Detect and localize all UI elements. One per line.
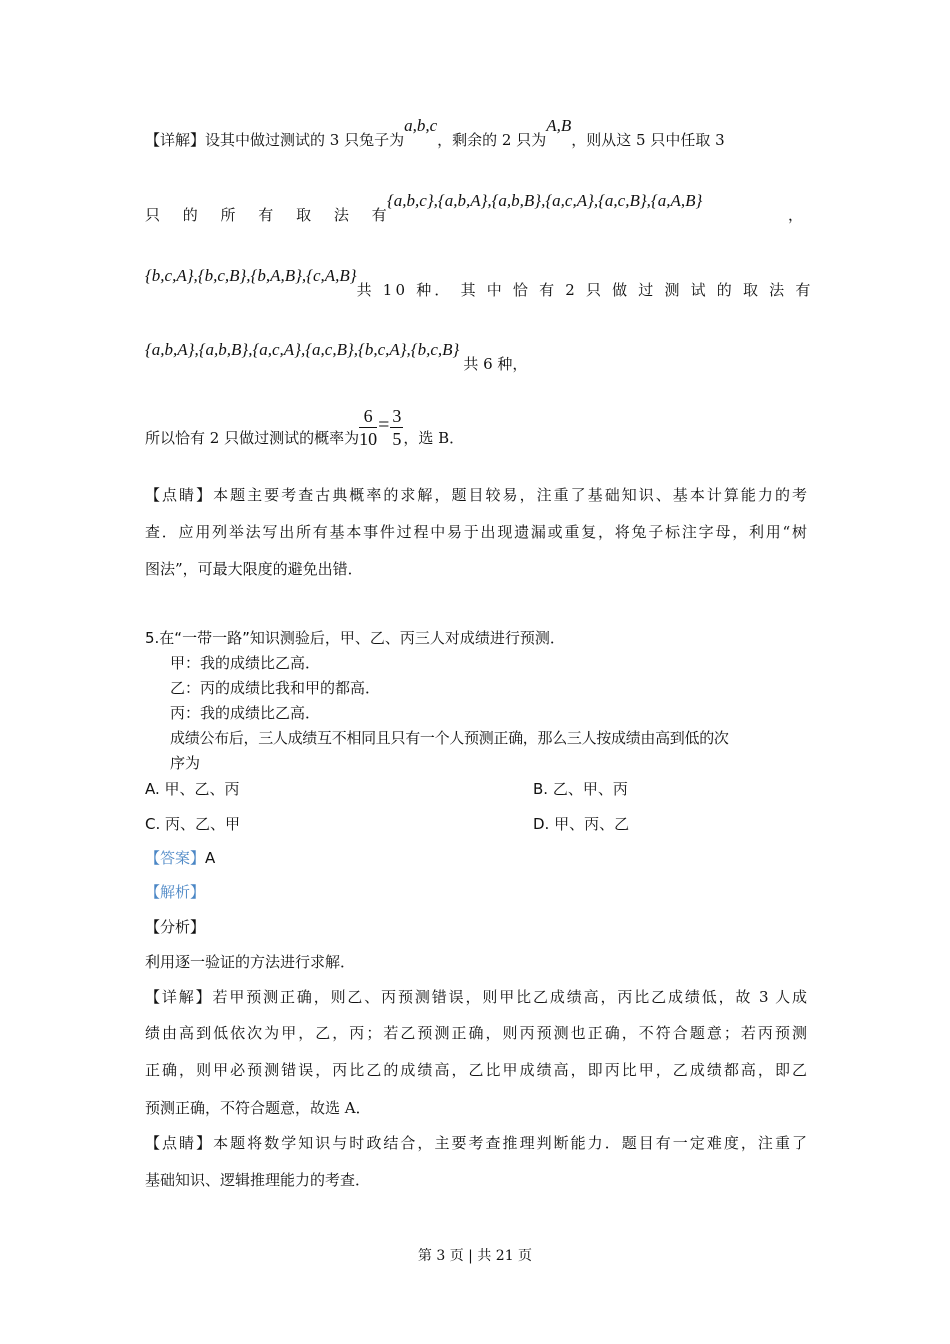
math-sets-3: {a,b,A},{a,b,B},{a,c,A},{a,c,B},{b,c,A},{b,c,B} — [145, 340, 460, 359]
option-d: D. 甲、丙、乙 — [533, 815, 630, 833]
stem-line: 序为 — [170, 754, 201, 772]
math-abc: a,b,c — [404, 116, 438, 135]
stem-line: 成绩公布后，三人成绩互不相同且只有一个人预测正确，那么三人按成绩由高到低的次 — [170, 729, 729, 747]
comment-line: 图法”，可最大限度的避免出错． — [145, 560, 363, 578]
fraction-3-5 — [390, 405, 403, 450]
solution-line-3 — [145, 266, 814, 299]
detail-line: 正确，则甲必预测错误，丙比乙的成绩高，乙比甲成绩高，即丙比甲，乙成绩都高，即乙 — [145, 1061, 807, 1079]
text: ，剩余的 2 只为 — [437, 131, 547, 149]
comment-line: 基础知识、逻辑推理能力的考查． — [145, 1171, 371, 1189]
question-stem: 5.在“一带一路”知识测验后，甲、乙、丙三人对成绩进行预测． — [145, 629, 565, 647]
detail-line: 绩由高到低依次为甲，乙，丙；若乙预测正确，则丙预测也正确，不符合题意；若丙预测 — [145, 1024, 807, 1042]
text: ， — [787, 206, 803, 224]
text: 所以恰有 2 只做过测试的概率为 — [145, 429, 360, 447]
page-footer: 第 3 页 | 共 21 页 — [417, 1248, 533, 1264]
comment-line: 【点睛】本题将数学知识与时政结合，主要考查推理判断能力．题目有一定难度，注重了 — [145, 1134, 807, 1152]
text: 共 6 种， — [463, 355, 528, 373]
text: 共 10 种． 其 中 恰 有 2 只 做 过 测 试 的 取 法 有 — [356, 281, 814, 299]
math-AB: A,B — [546, 116, 572, 135]
math-sets-1: {a,b,c},{a,b,A},{a,b,B},{a,c,A},{a,c,B},{a,A,B} — [387, 191, 703, 210]
fraction-6-10 — [359, 405, 377, 450]
fenxi-label: 【分析】 — [145, 918, 206, 936]
comment-line: 查．应用列举法写出所有基本事件过程中易于出现遗漏或重复，将兔子标注字母，利用“树 — [145, 523, 807, 541]
answer-value: A — [205, 849, 216, 867]
detail-line: 【详解】若甲预测正确，则乙、丙预测错误，则甲比乙成绩高，丙比乙成绩低，故 3 人成 — [145, 988, 807, 1006]
option-b: B. 乙、甲、丙 — [533, 780, 628, 798]
denominator: 10 — [359, 428, 378, 449]
denominator: 5 — [392, 428, 402, 449]
answer — [145, 848, 215, 868]
analysis-label: 【解析】 — [145, 883, 206, 901]
numerator: 6 — [359, 405, 377, 428]
stem-line: 丙：我的成绩比乙高． — [170, 704, 321, 722]
answer-label: 【答案】 — [145, 849, 206, 867]
solution-line-2 — [145, 191, 807, 225]
stem-line: 甲：我的成绩比乙高． — [170, 654, 321, 672]
option-a: A. 甲、乙、丙 — [145, 780, 240, 798]
option-c: C. 丙、乙、甲 — [145, 815, 241, 833]
math-sets-2: {b,c,A},{b,c,B},{b,A,B},{c,A,B} — [145, 266, 357, 285]
text: 只 的 所 有 取 法 有 — [145, 206, 396, 224]
comment-line: 【点睛】本题主要考查古典概率的求解，题目较易，注重了基础知识、基本计算能力的考 — [145, 486, 807, 504]
solution-line-1 — [145, 116, 725, 150]
solution-line-5 — [145, 400, 464, 451]
equals: = — [378, 414, 390, 436]
numerator: 3 — [392, 405, 402, 426]
text: 【详解】设其中做过测试的 3 只兔子为 — [145, 131, 405, 149]
stem-line: 乙：丙的成绩比我和甲的都高． — [170, 679, 381, 697]
detail-line: 预测正确，不符合题意，故选 A． — [145, 1099, 371, 1117]
solution-line-4 — [145, 340, 528, 373]
text: ，则从这 5 只中任取 3 — [571, 131, 725, 149]
text: ，选 B． — [403, 429, 465, 447]
fenxi-text: 利用逐一验证的方法进行求解． — [145, 953, 356, 971]
